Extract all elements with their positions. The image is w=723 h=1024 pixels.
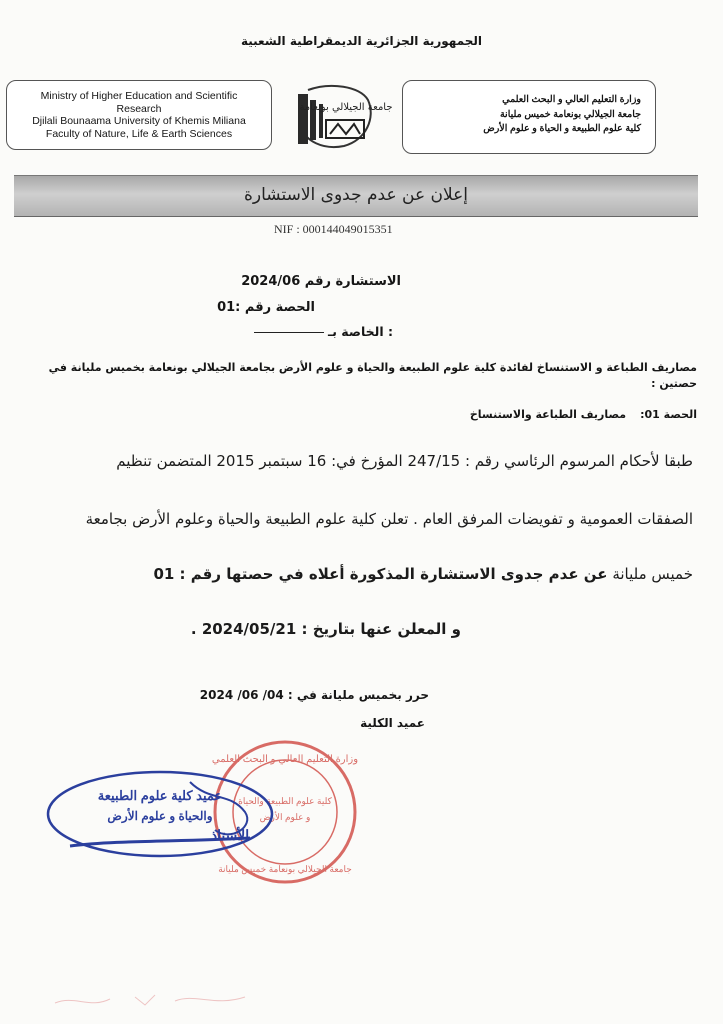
logo-wordmark: جامعة الجيلالي بونعامة [299,102,393,113]
blue-stamp-line-3: الأستاذ [210,827,250,843]
signed-at-date: حرر بخميس مليانة في : 04/ 06/ 2024 [199,688,429,702]
red-stamp-bottom: جامعة الجيلالي بونعامة خميس مليانة [218,864,352,874]
body-line-3-place: خميس مليانة [612,565,693,583]
consultation-subject: مصاريف الطباعة و الاستنساخ لفائدة كلية علوم الطبيعة والحياة و علوم الأرض بجامعة الجيلالي بونعامة بخميس مليانة في حصتين : [48,361,697,390]
republic-heading: الجمهورية الجزائرية الديمقراطية الشعبية [240,34,483,48]
announcement-title: إعلان عن عدم جدوى الاستشارة [244,185,468,205]
lot-detail [470,408,697,421]
faculty-ar-line: كلية علوم الطبيعة و الحياة و علوم الأرض [483,123,641,134]
body-line-2: الصفقات العمومية و تفويضات المرفق العام . تعلن كلية علوم الطبيعة والحياة وعلوم الأرض بجامعة [85,510,693,528]
body-line-1: طبقا لأحكام المرسوم الرئاسي رقم : 247/15 المؤرخ في: 16 سبتمبر 2015 المتضمن تنظيم [116,452,693,470]
official-stamps [40,742,370,892]
red-round-stamp [212,742,358,882]
lot-number: الحصة رقم :01 [217,300,315,315]
university-ar-line: جامعة الجيلالي بونعامة خميس مليانة [499,108,641,120]
blue-stamp-line-1: عميد كلية علوم الطبيعة [97,788,223,803]
consultation-number: الاستشارة رقم 2024/06 [241,274,401,289]
university-line: Djilali Bounaama University of Khemis Miliana [32,115,246,127]
lot-label: الحصة 01: [640,408,697,421]
special-label [254,324,393,339]
blue-stamp-line-2: والحياة و علوم الأرض [107,809,213,823]
ministry-line-1: Ministry of Higher Education and Scientific [40,90,238,102]
dean-title: عميد الكلية [360,716,425,730]
red-stamp-ring-text: وزارة التعليم العالي و البحث العلمي [211,754,359,765]
body-line-3-statement: عن عدم جدوى الاستشارة المذكورة أعلاه في حصتها رقم : 01 [153,565,608,583]
faculty-line: Faculty of Nature, Life & Earth Sciences [45,127,233,140]
ministry-line-2: Research [116,102,162,115]
header-box-english [6,80,272,150]
nif-number: NIF : 000144049015351 [274,222,393,236]
header-box-arabic [402,80,656,154]
lot-description: مصاريف الطباعة والاستنساخ [469,408,627,421]
body-line-3 [153,565,693,583]
special-label-text: : الخاصة بـ [327,324,393,339]
red-stamp-inner-1: كلية علوم الطبيعة والحياة [238,796,332,806]
ministry-ar-line: وزارة التعليم العالي و البحث العلمي [502,94,641,105]
body-line-4: و المعلن عنها بتاريخ : 2024/05/21 . [190,620,461,638]
faint-pen-marks [55,985,255,1015]
university-logo [290,84,393,150]
special-dash [254,332,324,333]
blue-oval-stamp [48,772,272,856]
red-stamp-inner-2: و علوم الأرض [259,812,311,822]
announcement-title-bar [14,175,698,217]
